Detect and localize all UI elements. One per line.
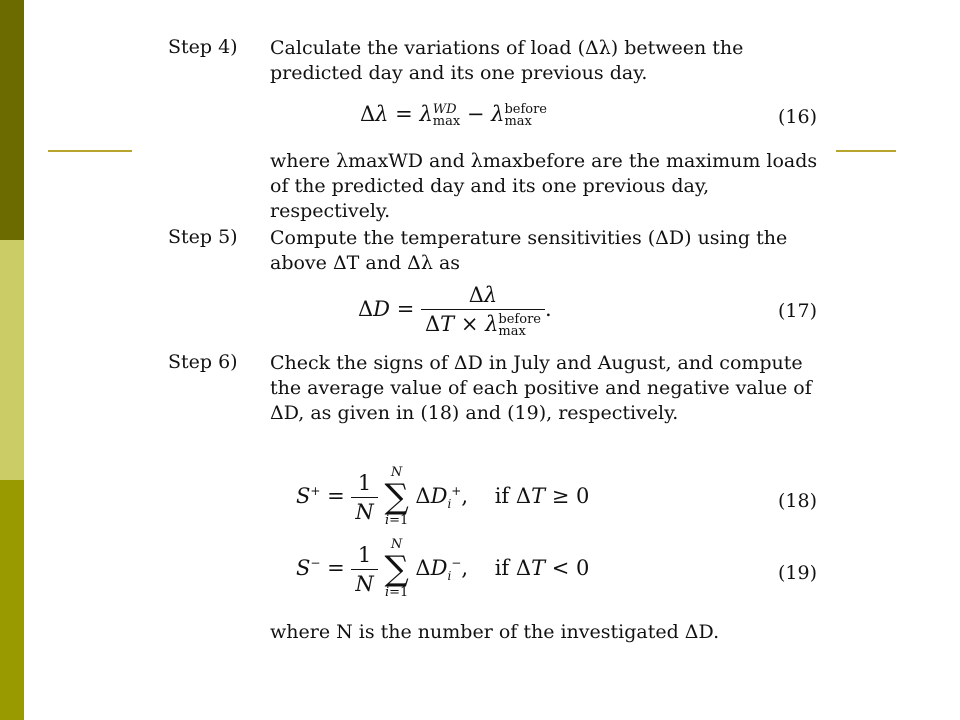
equation-19-number: (19) bbox=[778, 562, 818, 584]
step5-label: Step 5) bbox=[168, 226, 238, 248]
equation-19-text: S− = $\frac{1}{N}$ N ∑ i=1 $\Delta D_i^-$, if ΔT < 0 bbox=[296, 537, 590, 600]
equation-16 bbox=[360, 102, 547, 128]
equation-18 bbox=[296, 466, 589, 528]
equation-18-number: (18) bbox=[778, 490, 818, 512]
equation-17-number: (17) bbox=[778, 300, 818, 322]
equation-17 bbox=[358, 283, 552, 338]
step6-where: where N is the number of the investigated ΔD. bbox=[270, 621, 720, 643]
step6-text: Check the signs of ΔD in July and August, and compute the average value of each positive and negative value of ΔD, as given in (18) and (19), respectively. bbox=[270, 352, 812, 424]
step6-label: Step 6) bbox=[168, 351, 238, 373]
equation-16-number: (16) bbox=[778, 106, 818, 128]
equation-19 bbox=[296, 538, 589, 600]
equation-17-text: ΔD = Δλ ΔT × λ before max . bbox=[358, 283, 552, 339]
equation-18-text: S+ = $\frac{1}{N}$ N ∑ i=1 $\Delta D_i^+$, if ΔT ≥ 0 bbox=[296, 465, 590, 528]
step4-text: Calculate the variations of load (Δλ) between the predicted day and its one previous day. bbox=[270, 37, 744, 84]
step4-label: Step 4) bbox=[168, 36, 238, 58]
step5-text: Compute the temperature sensitivities (ΔD) using the above ΔT and Δλ as bbox=[270, 227, 788, 274]
step4-where: where λmaxWD and λmaxbefore are the maximum loads of the predicted day and its one previous day, respectively. bbox=[270, 150, 818, 222]
equation-16-text: Δλ = λ WD max − λ before max bbox=[360, 101, 547, 129]
